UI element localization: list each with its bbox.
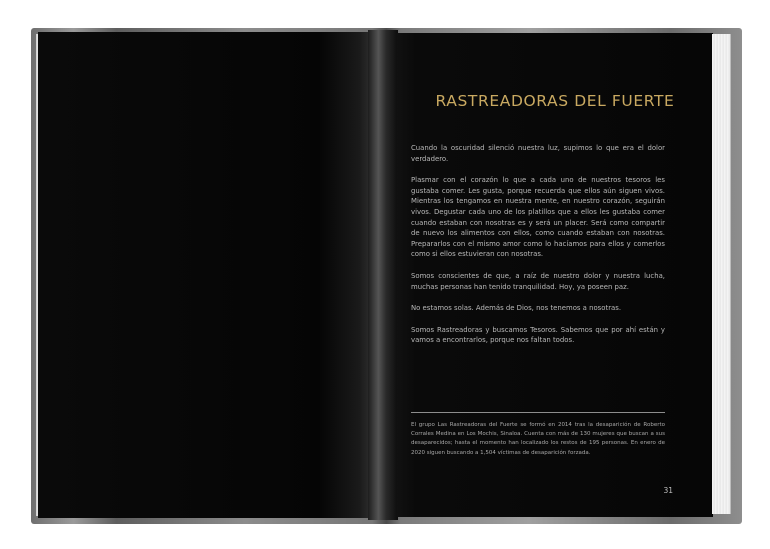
- right-page-edge: [712, 34, 731, 514]
- paragraph: Plasmar con el corazón lo que a cada uno de nuestros tesoros les gustaba comer. Les gusta, porque recuerda que ellos aún siguen vivos. Mientras los tengamos en nuestra mente, en nuestro corazón, seguirán vivos. Degustar cada uno de los platillos que a ellos les gustaba comer cuando estaban con nosotras es y será un placer. Será como compartir de nuevo los alimentos con ellos, como cuando estaban con nosotras. Prepararlos con el mismo amor como lo hacíamos para ellos y comerlos como si ellos estuvieran con nosotras.: [411, 176, 665, 259]
- footnote-divider: [411, 412, 665, 413]
- paragraph: No estamos solas. Además de Dios, nos tenemos a nosotras.: [411, 304, 622, 313]
- paragraph: Cuando la oscuridad silenció nuestra luz, supimos lo que era el dolor verdadero.: [411, 144, 665, 163]
- left-page: [38, 32, 369, 518]
- page-title: RASTREADORAS DEL FUERTE: [435, 92, 675, 110]
- paragraph: Somos conscientes de que, a raíz de nuestro dolor y nuestra lucha, muchas personas han tenido tranquilidad. Hoy, ya poseen paz.: [411, 271, 665, 291]
- book-spine: [368, 30, 398, 520]
- body-text: [411, 143, 665, 357]
- footnote: El grupo Las Rastreadoras del Fuerte se formó en 2014 tras la desaparición de Roberto Corrales Medina en Los Mochis, Sinaloa. Cuenta con más de 130 mujeres que buscan a sus desaparecidos; hasta el momento han localizado los restos de 195 personas. En enero de 2020 siguen buscando a 1,504 víctimas de desaparición forzada.: [411, 422, 665, 456]
- paragraph: Somos Rastreadoras y buscamos Tesoros. Sabemos que por ahí están y vamos a encontrarlos, porque nos faltan todos.: [411, 325, 665, 345]
- page-number: 31: [663, 486, 673, 495]
